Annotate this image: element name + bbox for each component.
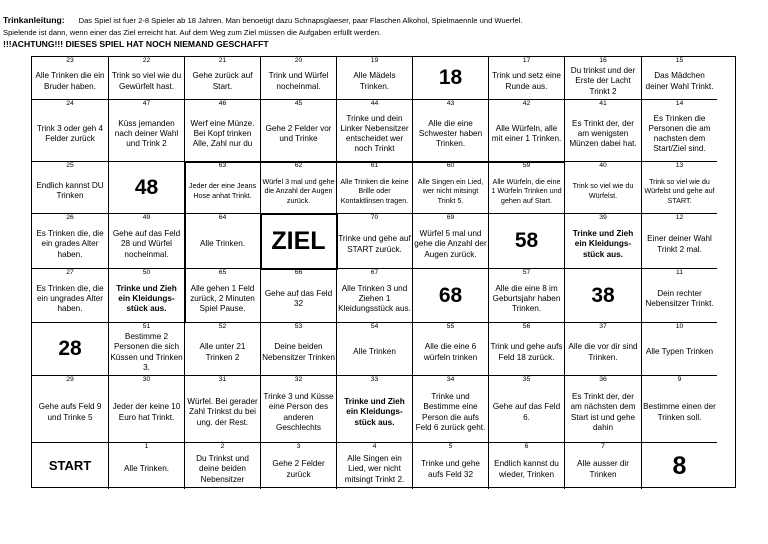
board-cell <box>32 269 109 323</box>
board-cell <box>642 323 717 376</box>
cell-number: 1 <box>144 443 149 450</box>
board-cell <box>565 443 642 489</box>
board-cell <box>489 162 565 214</box>
board-cell <box>109 323 185 376</box>
cell-number: 41 <box>599 100 607 107</box>
cell-text: Gehe 2 Felder zurück <box>272 459 325 479</box>
board-cell <box>642 214 717 269</box>
cell-text: Bestimme einen der Trinken soll. <box>643 402 716 422</box>
board-cell <box>261 162 337 214</box>
cell-number: 37 <box>599 323 607 330</box>
cell-text: Alle Würfeln, die eine 1 Würfeln Trinken und gehen auf Start. <box>491 176 562 205</box>
board-cell <box>565 323 642 376</box>
cell-text: Jeder der eine Jeans Hose anhat Trinkt. <box>188 181 257 200</box>
cell-text: Trinke und dein Linker Nebensitzer entscheidet wer noch Trinkt <box>340 113 409 154</box>
cell-number: 10 <box>675 323 684 330</box>
cell-number: 2 <box>220 443 225 450</box>
board-cell <box>32 323 109 376</box>
cell-text: Alle Singen ein Lied, wer nicht mitsingt Trinkt 2. <box>344 454 405 484</box>
board-cell <box>32 57 109 100</box>
board-cell <box>32 376 109 443</box>
board-cell <box>109 443 185 489</box>
rules-line-2: Spielende ist dann, wenn einer das Ziel erreicht hat. Auf dem Weg zum Ziel müssen die Aufgaben erfüllt werden. <box>3 28 382 37</box>
board-cell <box>413 323 489 376</box>
cell-number: 43 <box>446 100 455 107</box>
cell-text: Bestimme 2 Personen die sich Küssen und Trinken 3. <box>110 332 183 372</box>
cell-number: 26 <box>66 214 74 221</box>
board-cell <box>413 376 489 443</box>
board-cell <box>642 376 717 443</box>
board-cell <box>337 57 413 100</box>
cell-number: 64 <box>218 214 227 221</box>
cell-number: 29 <box>66 376 74 383</box>
board-cell <box>413 57 489 100</box>
cell-text: Alle unter 21 Trinken 2 <box>199 342 246 362</box>
board-cell <box>261 323 337 376</box>
cell-text: Alle die vor dir sind Trinken. <box>568 342 638 362</box>
cell-number: 21 <box>218 57 227 64</box>
cell-number: 55 <box>446 323 455 330</box>
board-cell <box>565 376 642 443</box>
cell-number: 59 <box>522 162 531 169</box>
cell-text: Trinke und Zieh ein Kleidungs-stück aus. <box>344 397 405 427</box>
cell-text: Alle die eine 8 im Geburtsjahr haben Trinken. <box>492 283 561 314</box>
cell-text: Gehe auf das Feld 28 und Würfel nocheinmal. <box>112 229 181 259</box>
cell-number: 12 <box>675 214 684 221</box>
board-cell <box>32 443 109 489</box>
rules-line-1: Das Spiel ist fuer 2-8 Spieler ab 18 Jahren. Man benoetigt dazu Schnapsglaeser, paar Flaschen Alkohol, Spielmaennle und Wuerfel. <box>78 16 523 25</box>
board-cell <box>261 214 337 269</box>
cell-text: Alle Trinken <box>353 347 396 357</box>
cell-text: Trink und setz eine Runde aus. <box>492 71 561 91</box>
cell-number: 5 <box>448 443 453 450</box>
board-cell <box>261 57 337 100</box>
board-cell <box>261 269 337 323</box>
cell-number: 6 <box>524 443 529 450</box>
cell-text: Alle Würfeln, alle mit einer 1 Trinken. <box>491 123 562 143</box>
cell-text: Trinke und gehe auf START zurück. <box>338 234 411 254</box>
cell-text: START <box>48 457 92 473</box>
board-cell <box>109 376 185 443</box>
board-cell <box>489 376 565 443</box>
cell-number: 50 <box>142 269 151 276</box>
cell-number: 20 <box>294 57 303 64</box>
cell-text: Küss jemanden nach deiner Wahl und Trink 2 <box>114 118 179 149</box>
cell-text: Es Trinkt der, der am wenigsten Münzen dabei hat. <box>569 118 637 149</box>
board-cell <box>109 269 185 323</box>
cell-number: 44 <box>370 100 379 107</box>
cell-text: 28 <box>58 337 82 360</box>
cell-text: Alle Trinken. <box>199 239 246 249</box>
cell-text: Trink 3 oder geh 4 Felder zurück <box>36 123 104 143</box>
board-cell <box>642 100 717 162</box>
cell-number: 11 <box>675 269 684 276</box>
board-cell <box>337 269 413 323</box>
cell-number: 22 <box>142 57 151 64</box>
cell-text: 48 <box>134 175 159 199</box>
cell-number: 47 <box>142 100 151 107</box>
board-cell <box>32 162 109 214</box>
board-cell <box>185 269 261 323</box>
cell-text: Du trinkst und der Erste der Lacht Trinkt 2 <box>570 66 636 96</box>
board-cell <box>185 323 261 376</box>
cell-number: 15 <box>675 57 684 64</box>
cell-number: 39 <box>599 214 607 221</box>
board-cell <box>489 100 565 162</box>
board-cell <box>642 162 717 214</box>
cell-text: Würfel. Bei gerader Zahl Trinkst du bei ung. der Rest. <box>187 397 258 427</box>
cell-number: 19 <box>370 57 379 64</box>
cell-text: Alle Singen ein Lied, wer nicht mitsingt Trinkt 5. <box>417 176 484 205</box>
cell-text: Alle gehen 1 Feld zurück, 2 Minuten Spiel Pause. <box>190 283 255 314</box>
cell-text: Alle Trinken. <box>123 464 170 474</box>
board-cell <box>565 100 642 162</box>
cell-number: 45 <box>294 100 303 107</box>
cell-text: Es Trinken die, die ein ungrades Alter haben. <box>36 283 104 314</box>
cell-number: 31 <box>218 376 227 383</box>
cell-text: 8 <box>672 452 687 480</box>
board-cell <box>109 214 185 269</box>
board-cell <box>413 214 489 269</box>
cell-text: Trink so viel wie du Würfelst und gehe auf START. <box>644 176 715 205</box>
board-cell <box>337 323 413 376</box>
cell-text: Gehe auf das Feld 6. <box>492 402 561 422</box>
cell-number: 7 <box>601 443 605 450</box>
cell-number: 54 <box>370 323 379 330</box>
cell-number: 53 <box>294 323 303 330</box>
cell-text: Endlich kannst du wieder, Trinken <box>494 459 559 479</box>
cell-number: 69 <box>446 214 455 221</box>
cell-text: Alle die eine Schwester haben Trinken. <box>418 118 483 149</box>
cell-number: 51 <box>142 323 151 330</box>
cell-text: Du Trinkst und deine beiden Nebensitzer <box>196 454 249 484</box>
cell-text: Würfel 5 mal und gehe die Anzahl der Augen zurück. <box>414 229 487 259</box>
board-cell <box>261 376 337 443</box>
board-cell <box>185 214 261 269</box>
board-cell <box>337 162 413 214</box>
cell-text: Das Mädchen deiner Wahl Trinkt. <box>645 71 714 91</box>
cell-text: Trinke und Zieh ein Kleidungs-stück aus. <box>116 283 177 314</box>
cell-text: Würfel 3 mal und gehe die Anzahl der Augen zurück. <box>262 176 335 205</box>
cell-text: Werf eine Münze. Bei Kopf trinken Alle, Zahl nur du <box>190 118 255 149</box>
board-cell <box>413 162 489 214</box>
cell-text: Trink und gehe aufs Feld 18 zurück. <box>490 342 563 362</box>
board-cell <box>185 162 261 214</box>
cell-number: 27 <box>66 269 74 276</box>
board-cell <box>337 100 413 162</box>
board-cell <box>489 269 565 323</box>
board-cell <box>565 214 642 269</box>
cell-text: ZIEL <box>271 227 326 255</box>
cell-text: Es Trinkt der, der am nächsten dem Start ist und gehe dahin <box>570 392 636 432</box>
cell-number: 16 <box>599 57 607 64</box>
cell-text: Deine beiden Nebensitzer Trinken <box>262 342 335 362</box>
cell-number: 33 <box>370 376 379 383</box>
cell-number: 3 <box>296 443 301 450</box>
cell-number: 23 <box>66 57 74 64</box>
cell-number: 32 <box>294 376 303 383</box>
cell-number: 57 <box>522 269 531 276</box>
board-cell <box>109 57 185 100</box>
board-cell <box>109 100 185 162</box>
board-cell <box>489 323 565 376</box>
cell-text: Endlich kannst DU Trinken <box>36 180 104 200</box>
board-cell <box>185 100 261 162</box>
board-cell <box>261 100 337 162</box>
cell-number: 25 <box>66 162 74 169</box>
cell-text: 58 <box>514 229 539 252</box>
board-cell <box>642 443 717 489</box>
cell-text: Trinke und Zieh ein Kleidungs-stück aus. <box>572 229 634 259</box>
cell-text: Jeder der keine 10 Euro hat Trinkt. <box>112 402 181 422</box>
cell-number: 17 <box>522 57 531 64</box>
board-cell <box>565 269 642 323</box>
game-board <box>31 56 736 488</box>
cell-text: Gehe zurück auf Start. <box>192 71 253 91</box>
board-cell <box>32 214 109 269</box>
board-cell <box>489 57 565 100</box>
cell-text: Trink und Würfel nocheinmal. <box>268 71 329 91</box>
board-cell <box>489 214 565 269</box>
cell-number: 52 <box>218 323 227 330</box>
cell-text: Einer deiner Wahl Trinkt 2 mal. <box>647 234 712 254</box>
cell-number: 67 <box>370 269 379 276</box>
cell-text: Alle Typen Trinken <box>645 347 714 357</box>
cell-number: 13 <box>675 162 684 169</box>
board-cell <box>109 162 185 214</box>
cell-number: 9 <box>677 376 682 383</box>
cell-number: 14 <box>675 100 684 107</box>
warning: !!!ACHTUNG!!! DIESES SPIEL HAT NOCH NIEMAND GESCHAFFT <box>3 39 269 49</box>
board-cell <box>413 269 489 323</box>
board-cell <box>185 443 261 489</box>
cell-text: Gehe 2 Felder vor und Trinke <box>265 123 332 143</box>
cell-number: 60 <box>446 162 455 169</box>
cell-number: 62 <box>294 162 303 169</box>
header-line-1 <box>3 15 523 26</box>
cell-text: Gehe aufs Feld 9 und Trinke 5 <box>38 402 102 422</box>
cell-number: 42 <box>522 100 531 107</box>
cell-number: 35 <box>522 376 531 383</box>
cell-text: Es Trinken die, die ein grades Alter haben. <box>36 229 104 259</box>
cell-text: Alle die eine 6 würfeln trinken <box>423 342 478 362</box>
cell-text: Alle ausser dir Trinken <box>577 459 629 479</box>
cell-text: Trinke und gehe aufs Feld 32 <box>421 459 480 479</box>
cell-number: 30 <box>142 376 151 383</box>
board-cell <box>337 443 413 489</box>
cell-number: 66 <box>294 269 303 276</box>
cell-number: 46 <box>218 100 227 107</box>
board-cell <box>642 269 717 323</box>
cell-text: Alle Trinken die ein Bruder haben. <box>35 71 105 91</box>
board-cell <box>565 57 642 100</box>
cell-text: Alle Trinken die keine Brille oder Kontaktlinsen tragen. <box>340 176 409 205</box>
board-cell <box>337 376 413 443</box>
cell-text: 68 <box>438 283 463 307</box>
board-cell <box>565 162 642 214</box>
cell-number: 63 <box>218 162 227 169</box>
cell-number: 36 <box>599 376 607 383</box>
cell-text: Alle Mädels Trinken. <box>353 71 396 91</box>
cell-text: Dein rechter Nebensitzer Trinkt. <box>645 288 714 308</box>
cell-number: 61 <box>370 162 379 169</box>
cell-number: 70 <box>370 214 379 221</box>
title: Trinkanleitung: <box>3 15 65 25</box>
cell-text: Es Trinken die Personen die am nachsten dem Start/Ziel sind. <box>648 113 711 154</box>
cell-text: Trink so viel wie du Gewürfelt hast. <box>111 71 182 91</box>
cell-text: Trinke und Bestimme eine Person die aufs Feld 6 zurück geht. <box>415 392 486 432</box>
cell-text: Trinke 3 und Küsse eine Person des anderen Geschlechts <box>263 392 334 432</box>
cell-text: Alle Trinken 3 und Ziehen 1 Kleidungsstück aus. <box>338 283 411 314</box>
cell-text: 18 <box>438 66 463 89</box>
cell-number: 40 <box>599 162 607 169</box>
board-cell <box>489 443 565 489</box>
cell-text: Gehe auf das Feld 32 <box>264 288 333 308</box>
cell-text: 38 <box>591 283 615 307</box>
board-cell <box>337 214 413 269</box>
board-cell <box>413 100 489 162</box>
board-cell <box>185 57 261 100</box>
cell-number: 56 <box>522 323 531 330</box>
board-cell <box>413 443 489 489</box>
board-cell <box>261 443 337 489</box>
cell-number: 65 <box>218 269 227 276</box>
cell-number: 34 <box>446 376 455 383</box>
board-cell <box>642 57 717 100</box>
board-cell <box>32 100 109 162</box>
cell-number: 4 <box>372 443 377 450</box>
cell-text: Trink so viel wie du Würfelst. <box>572 181 634 200</box>
cell-number: 49 <box>142 214 151 221</box>
cell-number: 24 <box>66 100 74 107</box>
board-cell <box>185 376 261 443</box>
